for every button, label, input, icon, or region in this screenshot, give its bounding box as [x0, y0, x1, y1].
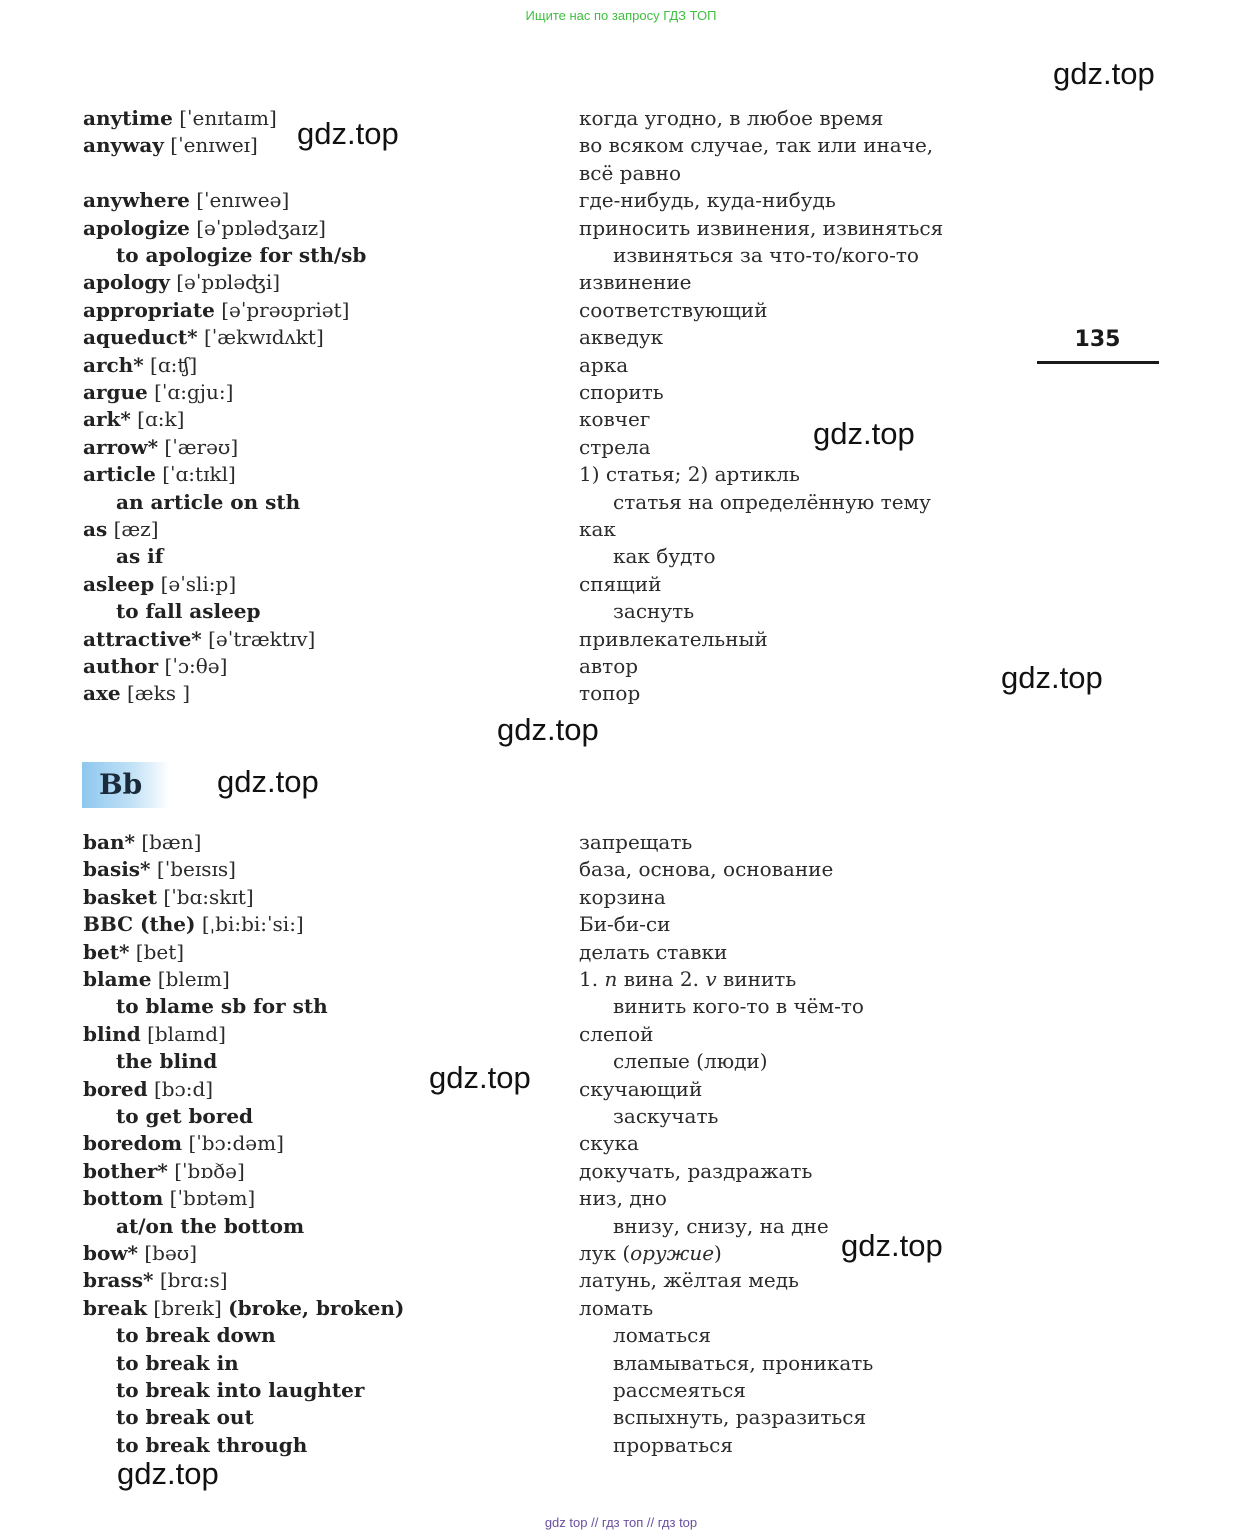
translation: статья на определённую тему [613, 489, 931, 514]
translation: ковчег [579, 407, 651, 432]
transcription: [ˈɔ:θə] [164, 654, 228, 678]
translation: стрела [579, 434, 651, 459]
transcription: [ˌbi:bi:ˈsi:] [201, 912, 304, 937]
headword-text: blind [83, 1021, 141, 1046]
dictionary-headword [83, 681, 190, 705]
headword-text: bored [83, 1076, 148, 1101]
transcription: [ˈenɪweə] [196, 188, 290, 213]
translation: во всяком случае, так или иначе, [579, 133, 934, 158]
transcription: [bæn] [141, 830, 202, 854]
translation: делать ставки [579, 939, 728, 964]
dictionary-headword [83, 435, 238, 459]
dictionary-headword [83, 1077, 213, 1101]
translation: лук (оружие) [579, 1241, 722, 1265]
verb-forms: (broke, broken) [228, 1295, 405, 1320]
dictionary-headword: as if [116, 544, 164, 569]
dictionary-headword [83, 353, 197, 377]
dictionary-headword [83, 1022, 226, 1046]
dictionary-headword [83, 912, 304, 936]
dictionary-headword [83, 133, 258, 157]
dictionary-headword [83, 325, 324, 349]
transcription: [əˈpɒlədʒaɪz] [196, 215, 326, 240]
translation: прорваться [613, 1432, 733, 1457]
dictionary-headword [83, 654, 227, 678]
dictionary-headword [83, 380, 233, 404]
footer-links: gdz top // гдз топ // гдз top [544, 1515, 698, 1530]
translation: корзина [579, 884, 666, 909]
headword-text: anyway [83, 133, 164, 158]
translation: скучающий [579, 1076, 703, 1101]
headword-text: author [83, 654, 159, 678]
translation: где-нибудь, куда-нибудь [579, 188, 836, 213]
transcription: [ˈbɔ:dəm] [188, 1131, 284, 1156]
transcription: [ˈenɪweɪ] [170, 133, 258, 158]
dictionary-headword [83, 1268, 228, 1292]
dictionary-headword [83, 572, 236, 596]
transcription: [ˈbɑ:skɪt] [163, 884, 254, 909]
dictionary-headword [83, 830, 201, 854]
transcription: [ˈærəʊ] [164, 434, 239, 459]
dictionary-headword: to break through [116, 1432, 308, 1457]
translation: как [579, 517, 616, 541]
translation: извиняться за что-то/кого-то [613, 243, 919, 267]
dictionary-headword [83, 1241, 197, 1265]
watermark: gdz.top [841, 1228, 943, 1263]
headword-text: argue [83, 380, 148, 404]
headword-text: bottom [83, 1186, 164, 1211]
headword-text: article [83, 462, 156, 487]
headword-text: aqueduct* [83, 325, 198, 350]
dictionary-headword: to fall asleep [116, 599, 261, 624]
translation: извинение [579, 270, 692, 295]
headword-text: attractive* [83, 626, 202, 651]
transcription: [ˈækwɪdʌkt] [203, 325, 324, 350]
headword-text: bet* [83, 939, 130, 964]
transcription: [æks ] [126, 681, 191, 706]
grammar-mark: n [604, 967, 618, 991]
translation: заскучать [613, 1104, 719, 1128]
headword-text: blame [83, 967, 152, 991]
dictionary-headword: the blind [116, 1049, 218, 1074]
search-banner: Ищите нас по запросу ГДЗ ТОП [525, 8, 717, 23]
transcription: [ˈbeɪsɪs] [156, 857, 236, 882]
transcription: [brɑ:s] [159, 1268, 228, 1293]
section-header-b [82, 762, 170, 808]
headword-text: apology [83, 270, 170, 295]
transcription: [əˈsli:p] [160, 571, 237, 596]
headword-text: asleep [83, 571, 155, 596]
translation: привлекательный [579, 626, 768, 651]
translation: низ, дно [579, 1186, 667, 1211]
headword-text: axe [83, 681, 121, 706]
translation: всё равно [579, 160, 682, 185]
dictionary-headword [83, 1186, 255, 1210]
translation: латунь, жёлтая медь [579, 1268, 799, 1293]
translation: запрещать [579, 830, 693, 854]
headword-text: arch* [83, 352, 144, 377]
translation: вспыхнуть, разразиться [613, 1405, 867, 1430]
dictionary-headword [83, 627, 315, 651]
watermark: gdz.top [117, 1456, 219, 1491]
headword-text: arrow* [83, 434, 159, 459]
headword-text: brass* [83, 1268, 154, 1293]
dictionary-headword: an article on sth [116, 489, 301, 514]
translation: скука [579, 1131, 639, 1156]
translation: слепые (люди) [613, 1049, 768, 1074]
transcription: [bəʊ] [144, 1241, 198, 1265]
dictionary-headword [83, 857, 236, 881]
dictionary-headword: to break in [116, 1350, 239, 1375]
translation: внизу, снизу, на дне [613, 1213, 829, 1238]
transcription: [blaɪnd] [147, 1021, 226, 1046]
translation: рассмеяться [613, 1378, 746, 1402]
headword-text: ban* [83, 830, 135, 854]
headword-text: basket [83, 884, 158, 909]
transcription: [ˈɑ:gju:] [154, 380, 234, 404]
transcription: [bleɪm] [157, 967, 230, 991]
transcription: [bɔ:d] [153, 1076, 214, 1101]
translation: акведук [579, 325, 664, 350]
dictionary-headword [83, 298, 349, 322]
dictionary-headword [83, 885, 254, 909]
translation: вламываться, проникать [613, 1350, 874, 1375]
translation: арка [579, 352, 629, 377]
dictionary-headword: to break down [116, 1323, 276, 1348]
headword-text: anywhere [83, 188, 190, 213]
headword-text: boredom [83, 1131, 183, 1156]
grammar-mark: v [705, 967, 717, 991]
watermark: gdz.top [813, 416, 915, 451]
dictionary-headword [83, 1159, 245, 1183]
grammar-mark: оружие [630, 1241, 715, 1265]
translation: как будто [613, 544, 716, 569]
translation: спящий [579, 571, 662, 596]
watermark: gdz.top [497, 712, 599, 747]
transcription: [bet] [135, 939, 185, 964]
translation: Би-би-си [579, 912, 671, 937]
dictionary-headword: to get bored [116, 1104, 254, 1128]
dictionary-headword: at/on the bottom [116, 1213, 305, 1238]
transcription: [ˈbɒðə] [174, 1158, 245, 1183]
headword-text: anytime [83, 106, 173, 130]
dictionary-headword [83, 216, 326, 240]
dictionary-headword [83, 1131, 284, 1155]
headword-text: apologize [83, 215, 190, 240]
transcription: [ɑ:ʧ] [150, 352, 198, 377]
dictionary-headword: to break into laughter [116, 1378, 365, 1402]
dictionary-headword: to break out [116, 1405, 254, 1430]
translation: когда угодно, в любое время [579, 106, 884, 130]
dictionary-headword [83, 407, 184, 431]
dictionary-headword [83, 270, 280, 294]
translation: приносить извинения, извиняться [579, 215, 944, 240]
transcription: [əˈpɒləʤi] [176, 270, 281, 295]
section-letter: Bb [99, 768, 143, 801]
headword-text: appropriate [83, 297, 215, 322]
translation: база, основа, основание [579, 857, 834, 882]
dictionary-headword [83, 517, 159, 541]
headword-text: bow* [83, 1241, 138, 1265]
watermark: gdz.top [217, 764, 319, 799]
dictionary-headword: to apologize for sth/sb [116, 243, 367, 267]
dictionary-headword [83, 106, 277, 130]
headword-text: BBC (the) [83, 912, 196, 937]
translation: 1) статья; 2) артикль [579, 462, 800, 487]
dictionary-headword [83, 1296, 404, 1320]
headword-text: basis* [83, 857, 151, 882]
transcription: [æz] [113, 517, 159, 541]
transcription: [ˈɑ:tɪkl] [162, 462, 236, 487]
watermark: gdz.top [297, 116, 399, 151]
translation: заснуть [613, 599, 695, 624]
transcription: [ˈenɪtaɪm] [179, 106, 277, 130]
translation: 1. n вина 2. v винить [579, 967, 797, 991]
dictionary-headword [83, 940, 184, 964]
watermark: gdz.top [1053, 56, 1155, 91]
watermark: gdz.top [429, 1060, 531, 1095]
translation: винить кого-то в чём-то [613, 994, 864, 1019]
translation: автор [579, 654, 639, 678]
translation: докучать, раздражать [579, 1158, 813, 1183]
translation: ломаться [613, 1323, 711, 1348]
translation: спорить [579, 380, 664, 404]
translation: слепой [579, 1021, 654, 1046]
watermark: gdz.top [1001, 660, 1103, 695]
page-number-rule [1037, 361, 1159, 364]
translation: топор [579, 681, 641, 706]
dictionary-headword [83, 967, 230, 991]
headword-text: as [83, 517, 108, 541]
headword-text: bother* [83, 1158, 168, 1183]
translation: ломать [579, 1295, 654, 1320]
transcription: [ˈbɒtəm] [169, 1186, 256, 1211]
transcription: [ɑ:k] [137, 407, 185, 432]
dictionary-headword: to blame sb for sth [116, 994, 328, 1019]
headword-text: ark* [83, 407, 131, 432]
transcription: [əˈtræktɪv] [208, 626, 316, 651]
headword-text: break [83, 1295, 148, 1320]
dictionary-headword [83, 462, 236, 486]
translation: соответствующий [579, 297, 768, 322]
transcription: [breɪk] [153, 1295, 222, 1320]
transcription: [əˈprəʊpriət] [221, 297, 350, 322]
dictionary-headword [83, 188, 289, 212]
page-number: 135 [1074, 327, 1121, 352]
